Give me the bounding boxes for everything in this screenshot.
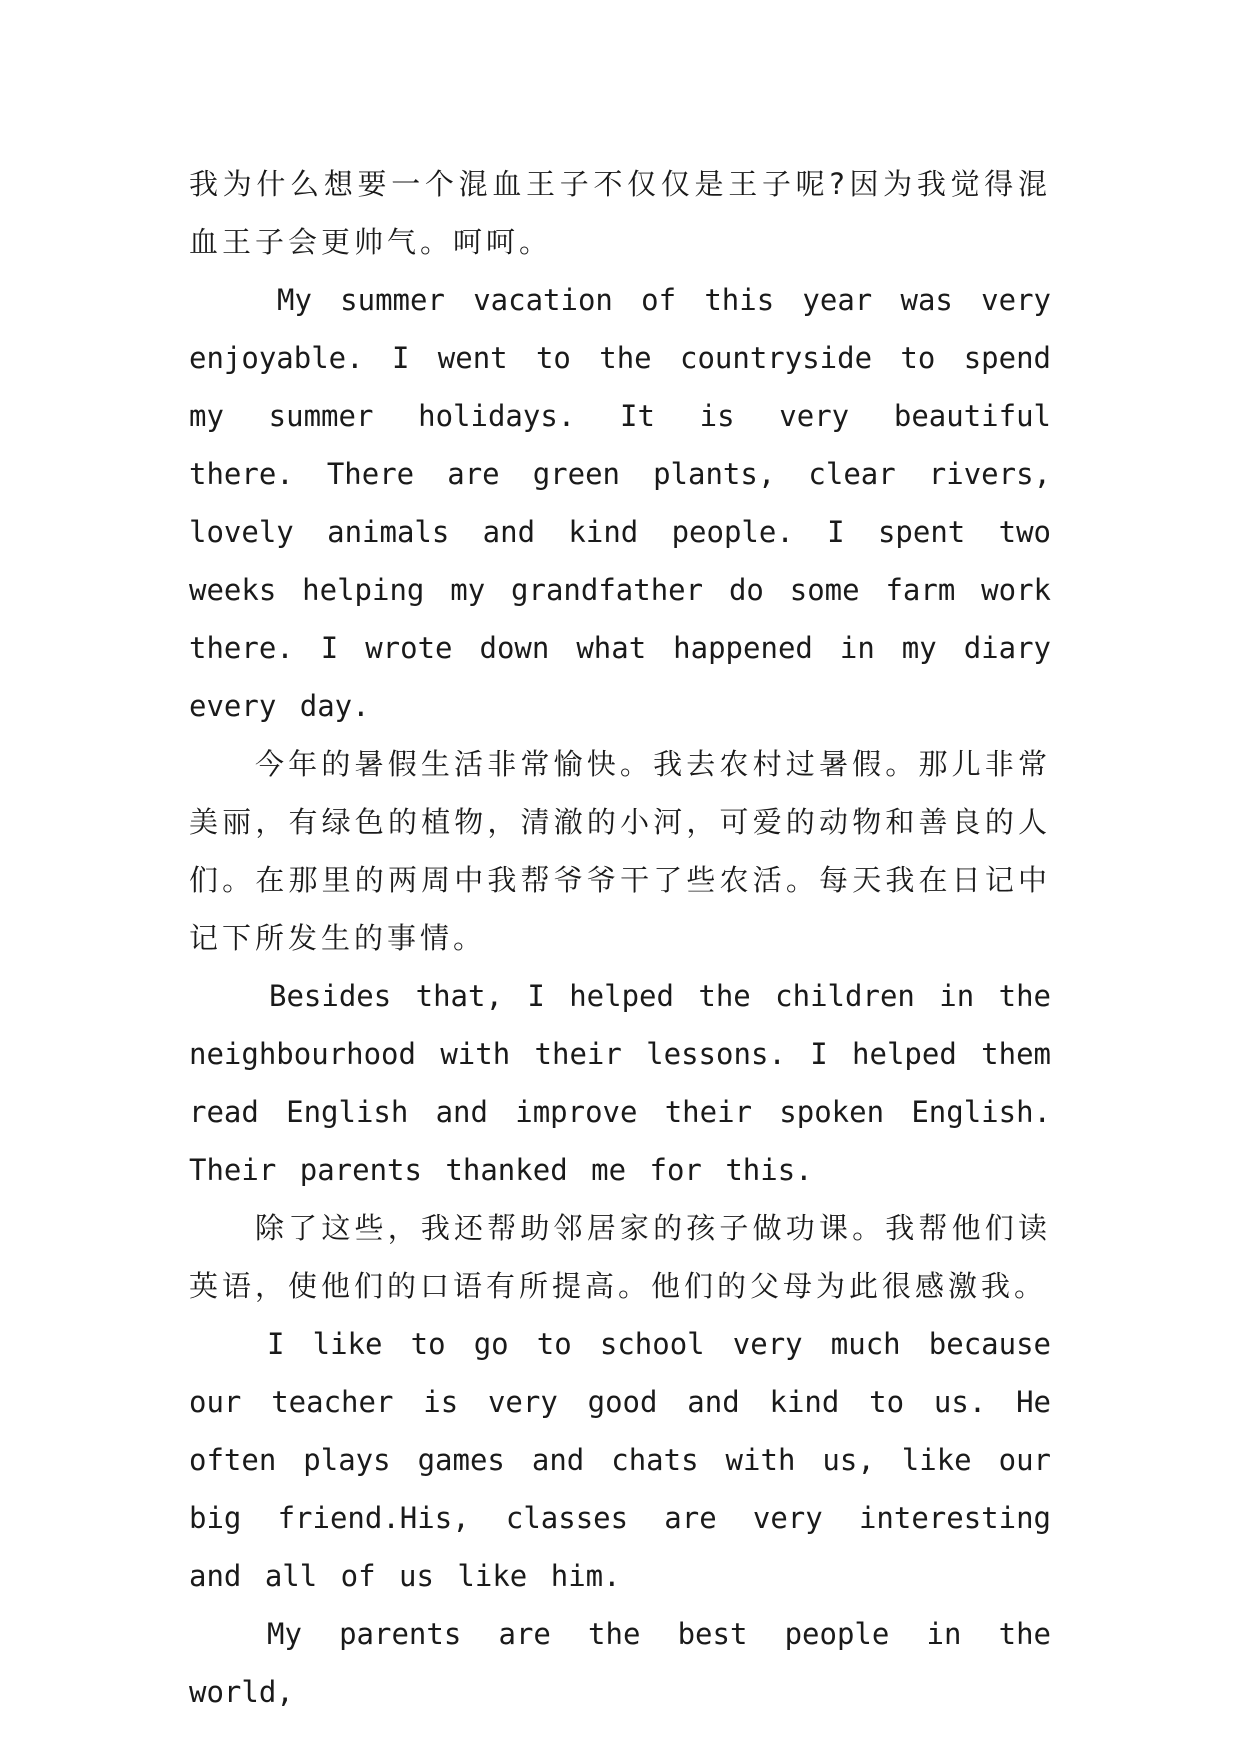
- document-body: [189, 155, 1051, 1721]
- paragraph-en-helping-children: Besides that, I helped the children in the neighbourhood with their lessons. I helped them read English and improve their spoken English. Their parents thanked me for this.: [189, 979, 1051, 1187]
- paragraph-en-school: I like to go to school very much because our teacher is very good and kind to us. He often plays games and chats with us, like our big friend.His, classes are very interesting and all of us like him.: [189, 1327, 1051, 1593]
- paragraph-zh-1: 我为什么想要一个混血王子不仅仅是王子呢?因为我觉得混血王子会更帅气。呵呵。: [189, 167, 1051, 259]
- paragraph-en-summer-vacation: My summer vacation of this year was very enjoyable. I went to the countryside to spend my summer holidays. It is very beautiful there. There are green plants, clear rivers, lovely animals and kind people. I spent two weeks helping my grandfather do some farm work there. I wrote down what happened in my diary every day.: [189, 283, 1051, 723]
- paragraph-en-parents: My parents are the best people in the world,: [189, 1617, 1051, 1709]
- paragraph-zh-helping-children: 除了这些，我还帮助邻居家的孩子做功课。我帮他们读英语，使他们的口语有所提高。他们的父母为此很感激我。: [189, 1211, 1051, 1303]
- paragraph-zh-summer-vacation: 今年的暑假生活非常愉快。我去农村过暑假。那儿非常美丽，有绿色的植物，清澈的小河，可爱的动物和善良的人们。在那里的两周中我帮爷爷干了些农活。每天我在日记中记下所发生的事情。: [189, 747, 1051, 955]
